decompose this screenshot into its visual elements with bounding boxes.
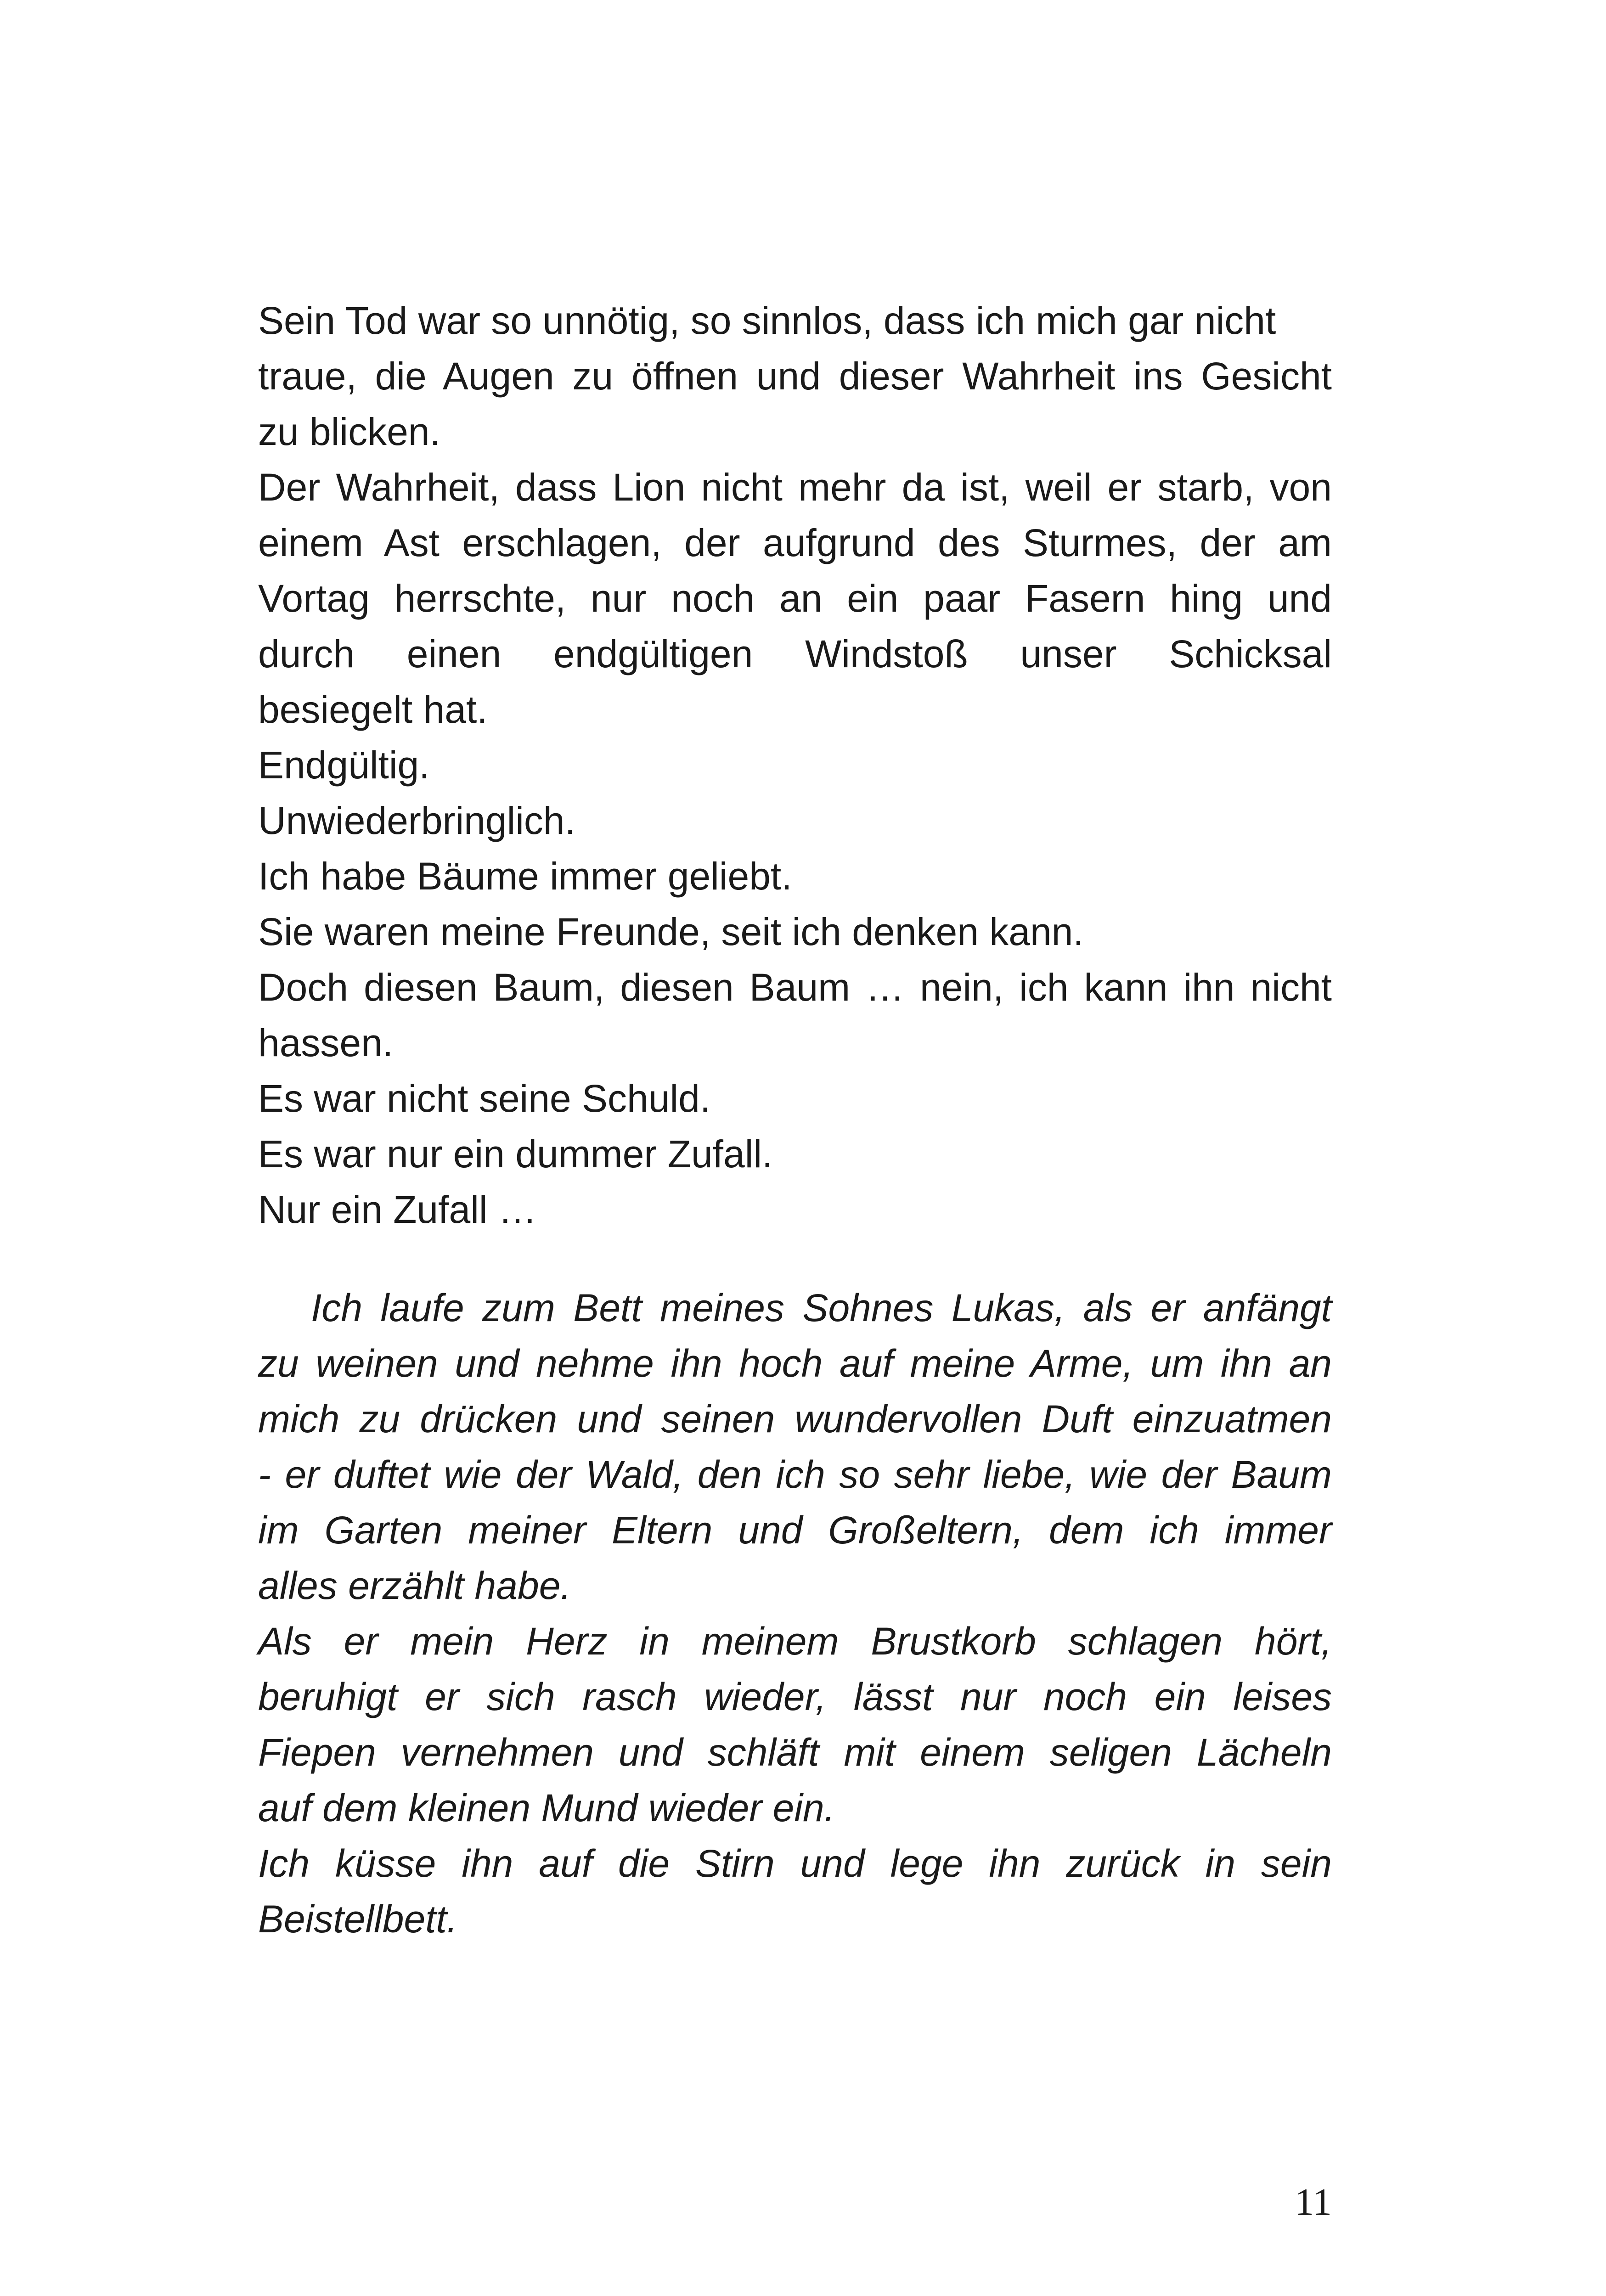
body-line: Vortag herrschte, nur noch an ein paar Fasern hing und: [258, 577, 1332, 620]
body-line: Unwiederbringlich.: [258, 799, 575, 842]
body-line: Sie waren meine Freunde, seit ich denken kann.: [258, 910, 1084, 953]
body-line: Es war nur ein dummer Zufall.: [258, 1132, 773, 1176]
italic-line: zu weinen und nehme ihn hoch auf meine Arme, um ihn an: [258, 1342, 1332, 1385]
italic-line: auf dem kleinen Mund wieder ein.: [258, 1786, 835, 1829]
body-line: Doch diesen Baum, diesen Baum … nein, ich kann ihn nicht: [258, 966, 1332, 1009]
body-line: einem Ast erschlagen, der aufgrund des Sturmes, der am: [258, 521, 1332, 564]
italic-passage: [258, 1280, 1332, 1947]
body-line: Ich habe Bäume immer geliebt.: [258, 855, 792, 898]
italic-line: alles erzählt habe.: [258, 1564, 571, 1607]
body-line: Es war nicht seine Schuld.: [258, 1077, 711, 1120]
body-line: Nur ein Zufall …: [258, 1188, 537, 1231]
italic-line: Ich küsse ihn auf die Stirn und lege ihn zurück in sein: [258, 1842, 1332, 1885]
italic-line: im Garten meiner Eltern und Großeltern, dem ich immer: [258, 1508, 1332, 1552]
page-number: 11: [1295, 2181, 1332, 2223]
body-line: besiegelt hat.: [258, 688, 488, 731]
body-line: zu blicken.: [258, 410, 440, 453]
body-line: durch einen endgültigen Windstoß unser Schicksal: [258, 632, 1332, 675]
body-text: [258, 293, 1332, 1238]
body-line: traue, die Augen zu öffnen und dieser Wahrheit ins Gesicht: [258, 355, 1332, 398]
italic-line: Ich laufe zum Bett meines Sohnes Lukas, als er anfängt: [311, 1286, 1332, 1329]
body-line: hassen.: [258, 1021, 394, 1064]
italic-line: Beistellbett.: [258, 1897, 458, 1941]
italic-line: beruhigt er sich rasch wieder, lässt nur noch ein leises: [258, 1675, 1332, 1718]
body-line: Endgültig.: [258, 743, 430, 787]
italic-line: - er duftet wie der Wald, den ich so sehr liebe, wie der Baum: [258, 1453, 1332, 1496]
body-line: Der Wahrheit, dass Lion nicht mehr da ist, weil er starb, von: [258, 466, 1332, 509]
body-line: Sein Tod war so unnötig, so sinnlos, dass ich mich gar nicht: [258, 299, 1276, 342]
italic-line: mich zu drücken und seinen wundervollen Duft einzuatmen: [258, 1397, 1332, 1441]
italic-line: Fiepen vernehmen und schläft mit einem seligen Lächeln: [258, 1731, 1332, 1774]
italic-line: Als er mein Herz in meinem Brustkorb schlagen hört,: [258, 1620, 1332, 1663]
